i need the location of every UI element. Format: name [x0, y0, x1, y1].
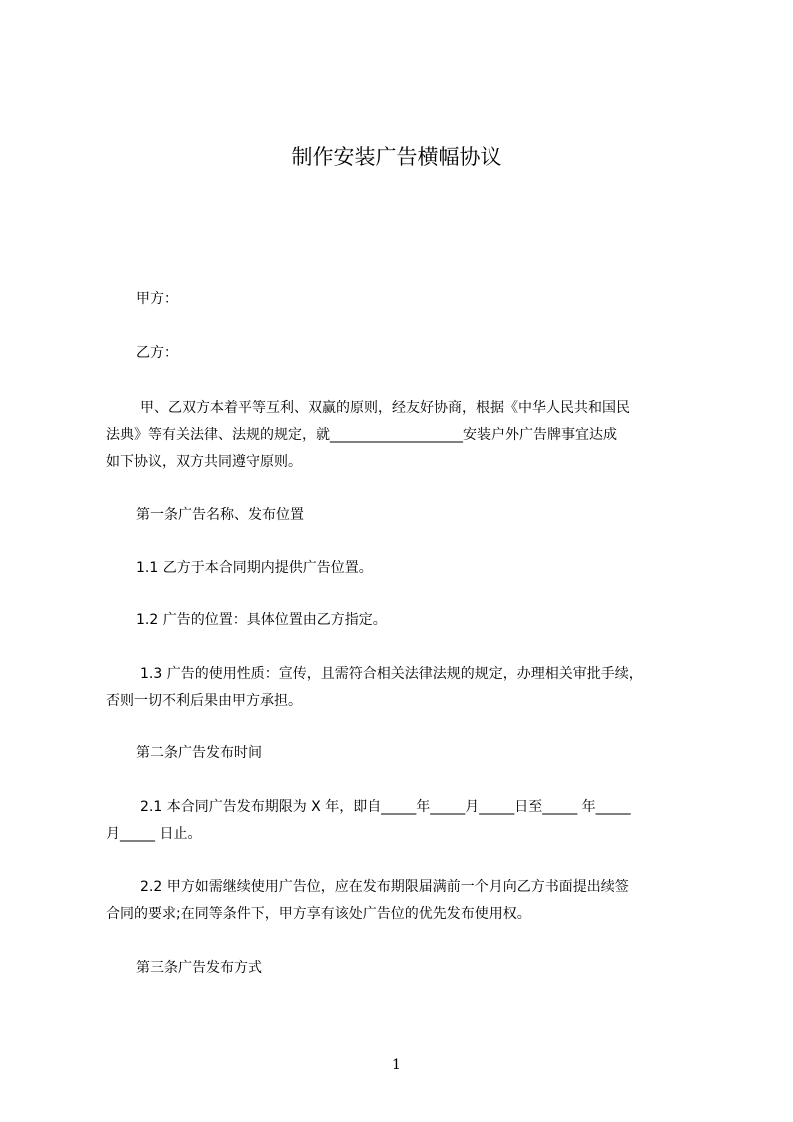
heading-text: 第二条广告发布时间 [136, 745, 262, 761]
party-b-text: 乙方： [136, 345, 178, 361]
clause-text: 否则一切不利后果由甲方承担。 [106, 693, 302, 709]
clause-text: 合同的要求;在同等条件下，甲方享有该处广告位的优先发布使用权。 [106, 906, 531, 922]
party-a-label [106, 286, 700, 313]
article-1-heading [106, 502, 700, 529]
article-3-heading [106, 955, 700, 982]
intro-line: 如下协议，双方共同遵守原则。 [106, 454, 302, 470]
clause-text: 1.2 广告的位置：具体位置由乙方指定。 [136, 612, 387, 628]
party-b-label [106, 340, 700, 367]
intro-line: 甲、乙双方本着平等互利、双赢的原则，经友好协商，根据《中华人民共和国民 [140, 400, 630, 416]
heading-text: 第三条广告发布方式 [136, 960, 262, 976]
party-a-text: 甲方： [136, 291, 178, 307]
clause-text: 1.3 广告的使用性质：宣传，且需符合相关法律法规的规定，办理相关审批手续， [140, 666, 643, 682]
clause-text: 月_____ 日止。 [106, 826, 202, 842]
document-title: 制作安装广告横幅协议 [291, 145, 502, 169]
clause-1-3 [106, 661, 700, 715]
heading-text: 第一条广告名称、发布位置 [136, 507, 304, 523]
clause-2-2 [106, 874, 700, 928]
article-2-heading [106, 740, 700, 767]
clause-2-1 [106, 794, 700, 848]
clause-text: 2.1 本合同广告发布期限为 X 年，即自_____年_____月_____日至_____ 年_____ [140, 799, 631, 815]
page-number: 1 [392, 1057, 401, 1073]
intro-line: 法典》等有关法律、法规的规定，就___________________安装户外广告牌事宜达成 [106, 427, 617, 443]
clause-1-1 [106, 555, 700, 582]
clause-1-2 [106, 607, 700, 634]
clause-text: 1.1 乙方于本合同期内提供广告位置。 [136, 560, 373, 576]
intro-paragraph [106, 395, 700, 476]
clause-text: 2.2 甲方如需继续使用广告位，应在发布期限届满前一个月向乙方书面提出续签 [140, 879, 629, 895]
